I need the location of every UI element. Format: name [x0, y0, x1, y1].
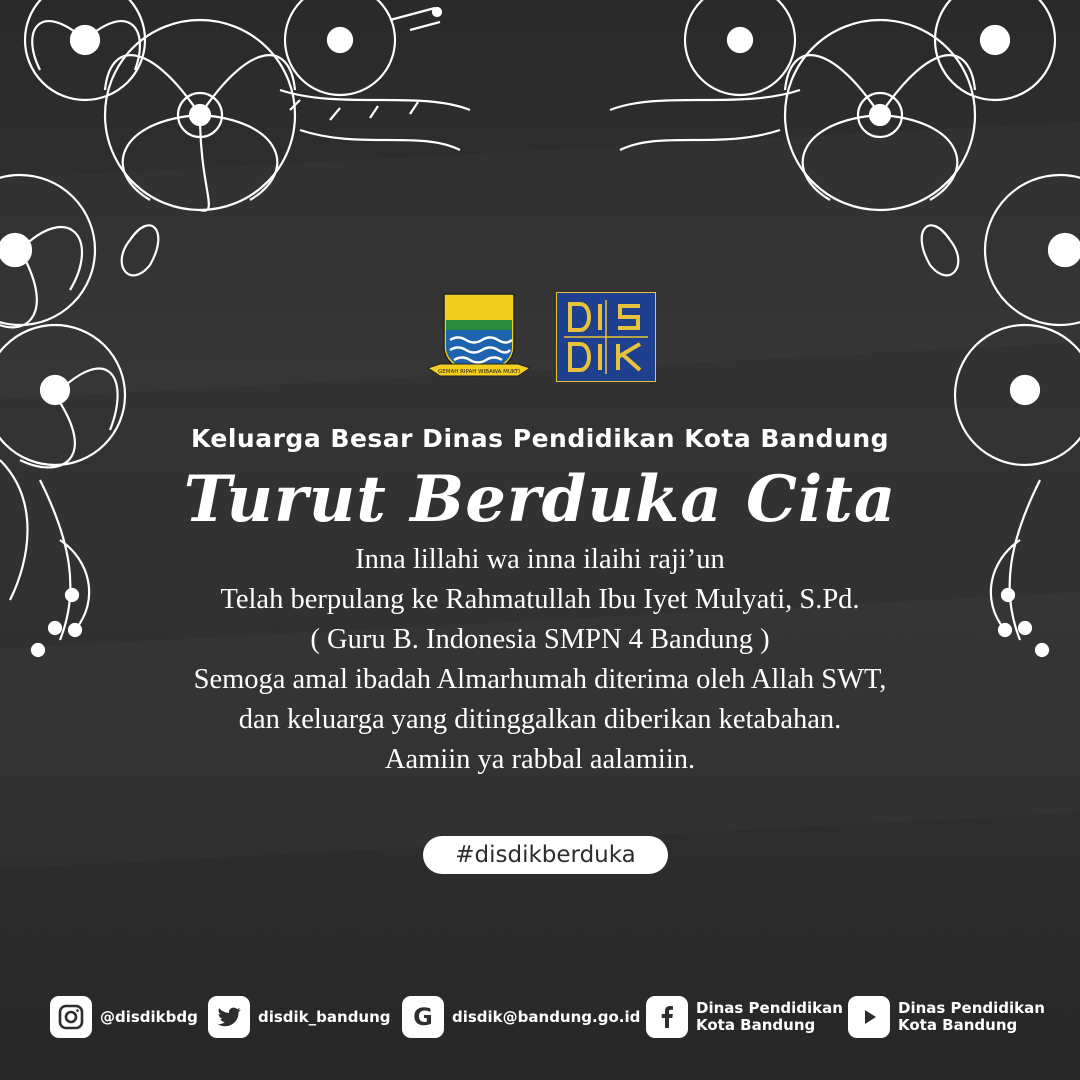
- crest-motto: GEMAH RIPAH WIBAWA MUKTI: [437, 369, 521, 375]
- email-address: disdik@bandung.go.id: [452, 1007, 641, 1026]
- message-line: Aamiin ya rabbal aalamiin.: [384, 744, 696, 775]
- facebook-icon: [646, 996, 688, 1038]
- twitter-icon: [208, 996, 250, 1038]
- condolence-message: [0, 540, 1080, 780]
- facebook-name-line2: Kota Bandung: [696, 1016, 816, 1034]
- footer-item-email[interactable]: [402, 996, 640, 1038]
- youtube-icon: [848, 996, 890, 1038]
- footer-item-twitter[interactable]: [208, 996, 391, 1038]
- twitter-handle: disdik_bandung: [258, 1007, 391, 1026]
- hashtag-badge: #disdikberduka: [423, 836, 668, 874]
- message-line: Semoga amal ibadah Almarhumah diterima oleh Allah SWT,: [193, 664, 887, 695]
- message-line: ( Guru B. Indonesia SMPN 4 Bandung ): [310, 624, 770, 655]
- youtube-name-line1: Dinas Pendidikan: [898, 999, 1045, 1017]
- message-line: Telah berpulang ke Rahmatullah Ibu Iyet Mulyati, S.Pd.: [220, 584, 860, 615]
- message-line: dan keluarga yang ditinggalkan diberikan ketabahan.: [238, 704, 842, 735]
- organization-title: Keluarga Besar Dinas Pendidikan Kota Bandung: [190, 424, 890, 453]
- instagram-icon: [50, 996, 92, 1038]
- facebook-page-name: [696, 1000, 843, 1034]
- svg-text:G: G: [413, 1003, 433, 1031]
- condolence-title: Turut Berduka Cita: [183, 462, 897, 537]
- social-footer: [50, 996, 1050, 1042]
- message-line: Inna lillahi wa inna ilaihi raji’un: [355, 544, 725, 575]
- facebook-name-line1: Dinas Pendidikan: [696, 999, 843, 1017]
- logo-row: [0, 292, 1080, 384]
- footer-item-instagram[interactable]: [50, 996, 198, 1038]
- youtube-name-line2: Kota Bandung: [898, 1016, 1018, 1034]
- bandung-crest-logo: [424, 292, 534, 384]
- footer-item-youtube[interactable]: [848, 996, 1045, 1038]
- footer-item-facebook[interactable]: [646, 996, 843, 1038]
- youtube-channel-name: [898, 1000, 1045, 1034]
- instagram-handle: @disdikbdg: [100, 1007, 198, 1026]
- disdik-logo: [556, 292, 656, 382]
- google-icon: [402, 996, 444, 1038]
